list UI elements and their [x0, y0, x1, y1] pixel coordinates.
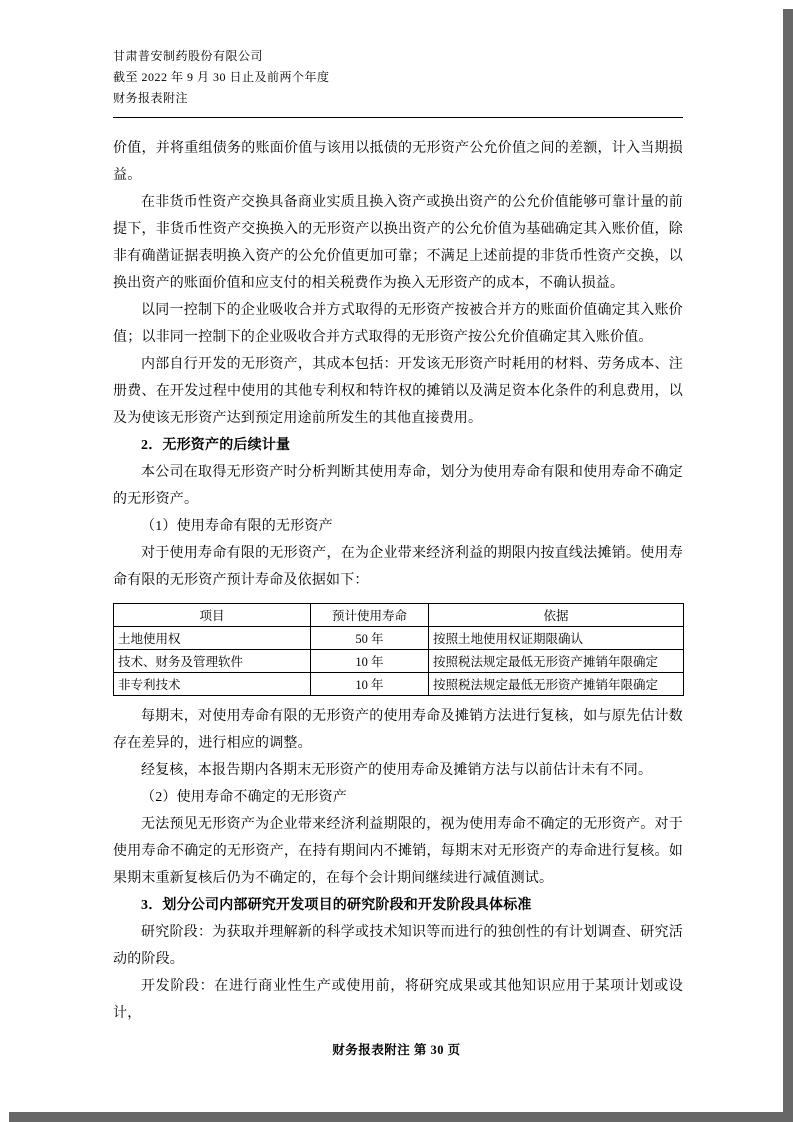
footer-page-label: 财务报表附注 第 30 页 [332, 1043, 461, 1057]
table-header-row [114, 604, 684, 627]
document-body [113, 135, 683, 1027]
header-period: 截至 2022 年 9 月 30 日止及前两个年度 [113, 70, 330, 84]
header-rule [113, 117, 683, 118]
paragraph: 研究阶段：为获取并理解新的科学或技术知识等而进行的独创性的有计划调查、研究活动的阶段。 [113, 925, 683, 967]
table-header-useful-life: 预计使用寿命 [311, 604, 429, 627]
table-cell-item: 非专利技术 [114, 673, 311, 696]
table-cell-basis: 按照土地使用权证期限确认 [429, 627, 684, 650]
paragraph: 经复核，本报告期内各期末无形资产的使用寿命及摊销方法与以前估计未有不同。 [141, 763, 653, 778]
paragraph: 内部自行开发的无形资产，其成本包括：开发该无形资产时耗用的材料、劳务成本、注册费、在开发过程中使用的其他专利权和特许权的摊销以及满足资本化条件的利息费用，以及为使该无形资产达到预定用途前所发生的其他直接费用。 [113, 357, 683, 426]
table-cell-useful-life: 10 年 [311, 650, 429, 673]
subsection-heading-2: （2）使用寿命不确定的无形资产 [141, 790, 347, 805]
table-cell-basis: 按照税法规定最低无形资产摊销年限确定 [429, 673, 684, 696]
table-cell-item: 技术、财务及管理软件 [114, 650, 311, 673]
table-cell-useful-life: 50 年 [311, 627, 429, 650]
paragraph: 对于使用寿命有限的无形资产，在为企业带来经济利益的期限内按直线法摊销。使用寿命有限的无形资产预计寿命及依据如下： [113, 546, 683, 588]
paragraph-continuation: 价值，并将重组债务的账面价值与该用以抵债的无形资产公允价值之间的差额，计入当期损益。 [113, 141, 683, 183]
paragraph: 每期末，对使用寿命有限的无形资产的使用寿命及摊销方法进行复核，如与原先估计数存在差异的，进行相应的调整。 [113, 709, 683, 751]
table-cell-useful-life: 10 年 [311, 673, 429, 696]
paragraph: 无法预见无形资产为企业带来经济利益期限的，视为使用寿命不确定的无形资产。对于使用寿命不确定的无形资产，在持有期间内不摊销，每期末对无形资产的寿命进行复核。如果期末重新复核后仍为不确定的，在每个会计期间继续进行减值测试。 [113, 817, 683, 886]
header-doc-title: 财务报表附注 [113, 91, 189, 105]
table-header-basis: 依据 [429, 604, 684, 627]
header-company-name: 甘肃普安制药股份有限公司 [113, 49, 264, 63]
table-row [114, 627, 684, 650]
table-cell-basis: 按照税法规定最低无形资产摊销年限确定 [429, 650, 684, 673]
table-header-item: 项目 [114, 604, 311, 627]
page-content [113, 46, 683, 1027]
paragraph: 开发阶段：在进行商业性生产或使用前，将研究成果或其他知识应用于某项计划或设计， [113, 979, 683, 1021]
paragraph: 在非货币性资产交换具备商业实质且换入资产或换出资产的公允价值能够可靠计量的前提下，非货币性资产交换换入的无形资产以换出资产的公允价值为基础确定其入账价值，除非有确凿证据表明换入资产的公允价值更加可靠；不满足上述前提的非货币性资产交换，以换出资产的账面价值和应支付的相关税费作为换入无形资产的成本，不确认损益。 [113, 195, 683, 291]
table-row [114, 673, 684, 696]
paragraph: 以同一控制下的企业吸收合并方式取得的无形资产按被合并方的账面价值确定其入账价值；以非同一控制下的企业吸收合并方式取得的无形资产按公允价值确定其入账价值。 [113, 303, 683, 345]
table-row [114, 650, 684, 673]
subsection-heading-1: （1）使用寿命有限的无形资产 [141, 519, 333, 534]
useful-life-table [113, 603, 684, 696]
page-shadow-right [783, 9, 793, 1122]
page-header [113, 46, 683, 118]
paragraph: 本公司在取得无形资产时分析判断其使用寿命，划分为使用寿命有限和使用寿命不确定的无形资产。 [113, 465, 683, 507]
table-cell-item: 土地使用权 [114, 627, 311, 650]
section-heading-3: 3．划分公司内部研究开发项目的研究阶段和开发阶段具体标准 [141, 898, 532, 913]
page-footer [0, 1040, 793, 1058]
section-heading-2: 2．无形资产的后续计量 [141, 438, 291, 453]
page-shadow-bottom [9, 1112, 793, 1122]
